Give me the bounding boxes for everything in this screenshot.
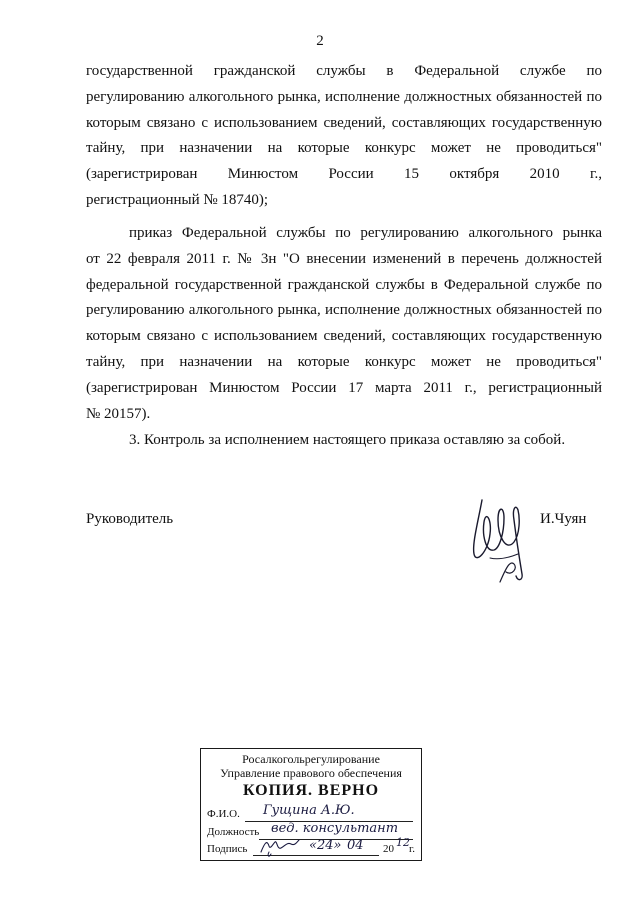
stamp-org-line-1: Росалкогольрегулирование: [242, 752, 380, 766]
text-line: тайну, при назначении на которые конкурс может не проводиться": [86, 140, 602, 157]
stamp-org-line-2: Управление правового обеспечения: [220, 766, 402, 780]
date-day: «24»: [309, 838, 342, 853]
date-year-prefix: 20: [383, 843, 394, 855]
text-line: (зарегистрирован Минюстом России 17 марта 2011 г., регистрационный: [86, 379, 602, 396]
text-line: 3. Контроль за исполнением настоящего приказа оставляю за собой.: [129, 432, 566, 448]
position-field-label: Должность: [207, 826, 260, 838]
text-line: регистрационный № 18740);: [86, 191, 269, 208]
copy-certification-stamp: [200, 748, 422, 861]
text-line: регулированию алкогольного рынка, исполнение должностных обязанностей по: [86, 302, 602, 319]
fio-handwritten-value: Гущина А.Ю.: [263, 803, 355, 818]
paragraph-2: [86, 221, 602, 427]
signature-field-label: Подпись: [207, 843, 248, 855]
text-line: приказ Федеральной службы по регулированию алкогольного рынка: [129, 225, 602, 241]
text-line: (зарегистрирован Минюстом России 15 октября 2010 г.,: [86, 166, 602, 183]
text-line: государственной гражданской службы в Федеральной службе по: [86, 63, 602, 79]
position-label: Руководитель: [86, 511, 174, 527]
handwritten-signature: [460, 492, 540, 587]
page-number: 2: [316, 33, 324, 49]
date-year-suffix: 12: [396, 836, 410, 849]
date-month: 04: [347, 838, 364, 853]
text-line: тайну, при назначении на которые конкурс может не проводиться": [86, 353, 602, 370]
paragraph-1: [86, 59, 602, 214]
text-line: № 20157).: [86, 405, 151, 422]
text-line: регулированию алкогольного рынка, исполнение должностных обязанностей по: [86, 88, 602, 105]
position-handwritten-value: вед. консультант: [271, 821, 399, 836]
date-year-end: г.: [409, 843, 416, 855]
text-line: которым связано с использованием сведений, составляющих государственную: [86, 328, 602, 345]
signer-name: И.Чуян: [540, 511, 587, 527]
fio-label: Ф.И.О.: [207, 808, 240, 820]
text-line: которым связано с использованием сведений, составляющих государственную: [86, 114, 602, 131]
stamp-title: КОПИЯ. ВЕРНО: [242, 782, 380, 799]
text-line: федеральной государственной гражданской службы в Федеральной службе по: [86, 276, 602, 293]
stamp-signature: [257, 836, 301, 858]
text-line: от 22 февраля 2011 г. № 3н "О внесении изменений в перечень должностей: [86, 250, 602, 267]
paragraph-3: [86, 428, 602, 454]
